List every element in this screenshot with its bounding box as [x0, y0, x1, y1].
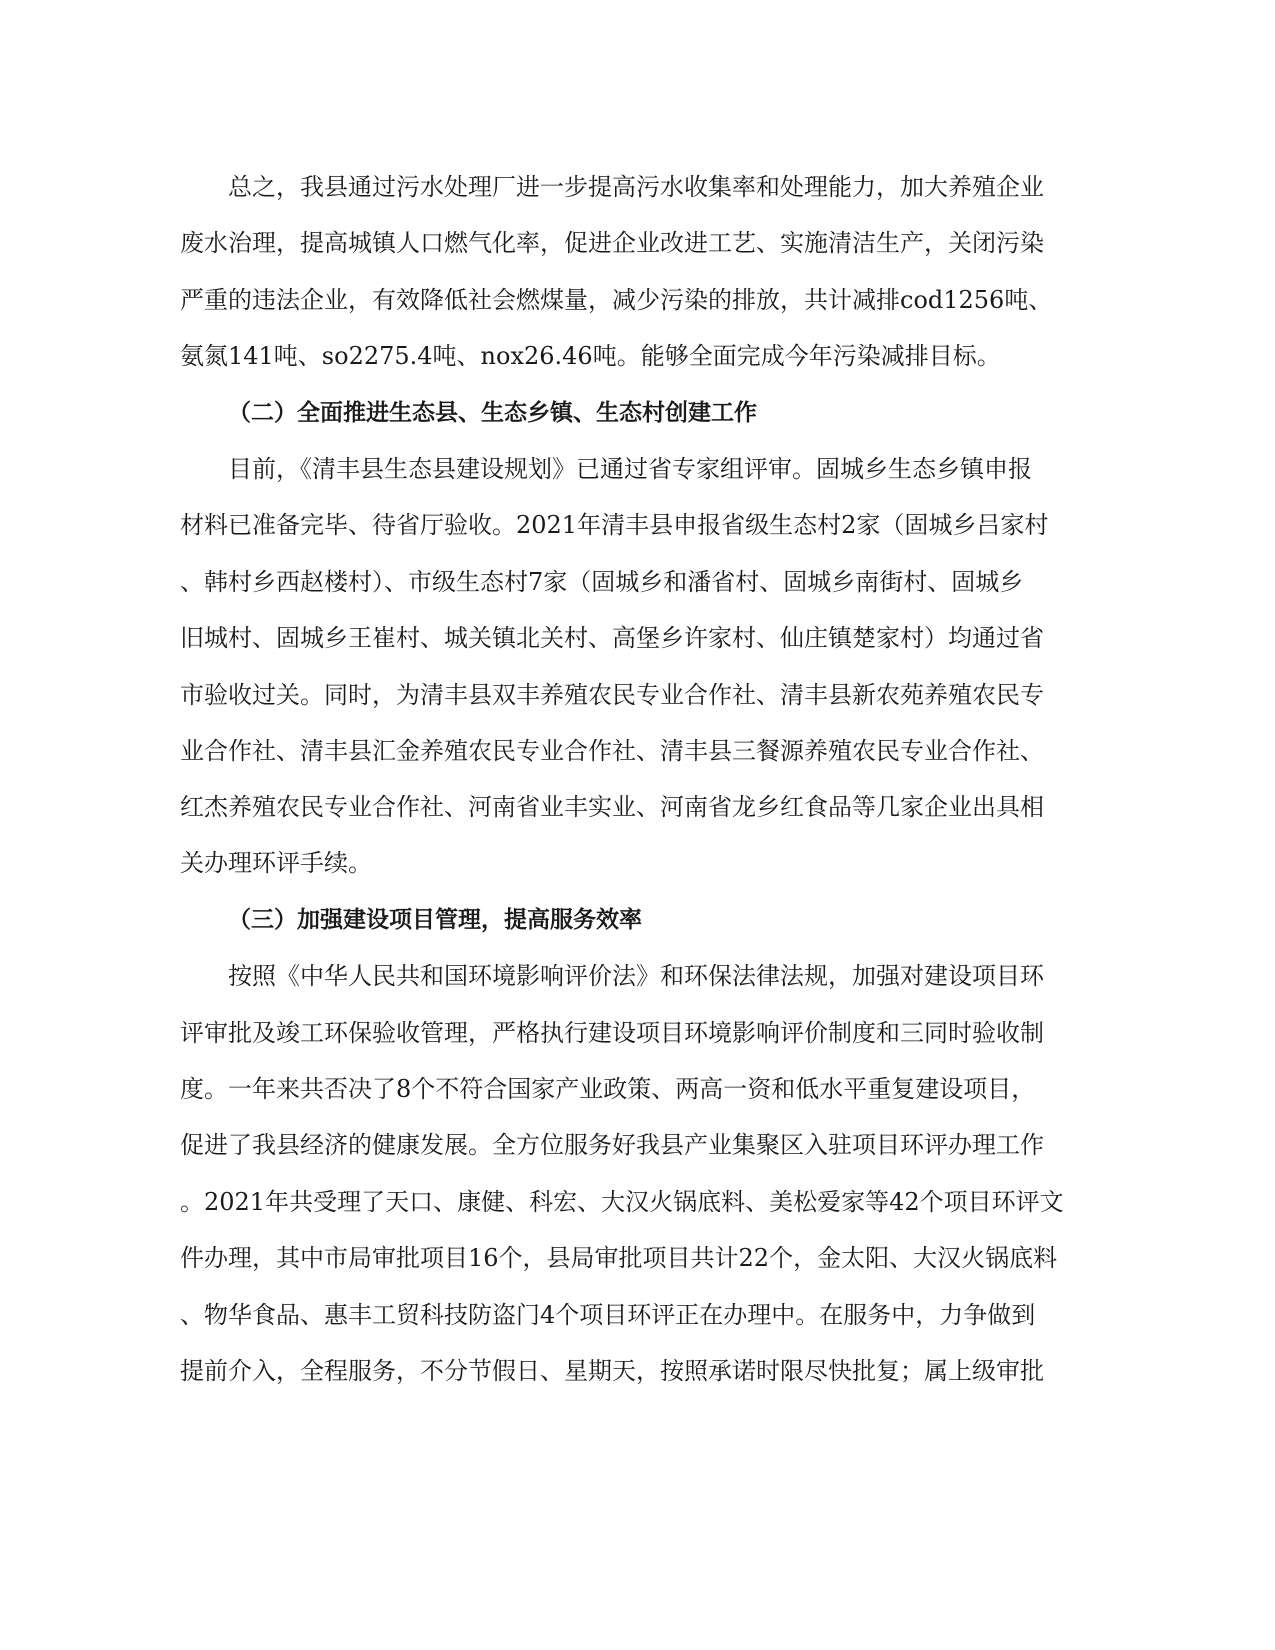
- paragraph-line: 废水治理，提高城镇人口燃气化率，促进企业改进工艺、实施清洁生产，关闭污染: [180, 229, 1044, 257]
- paragraph-line: 红杰养殖农民专业合作社、河南省业丰实业、河南省龙乡红食品等几家企业出具相: [180, 793, 1044, 821]
- paragraph-line: 度。一年来共否决了8个不符合国家产业政策、两高一资和低水平重复建设项目，: [180, 1075, 1036, 1103]
- paragraph-line: 关办理环评手续。: [180, 849, 372, 877]
- paragraph-line: 提前介入，全程服务，不分节假日、星期天，按照承诺时限尽快批复；属上级审批: [180, 1357, 1044, 1385]
- paragraph-line: 旧城村、固城乡王崔村、城关镇北关村、高堡乡许家村、仙庄镇楚家村）均通过省: [180, 624, 1044, 652]
- paragraph-line: 、物华食品、惠丰工贸科技防盗门4个项目环评正在办理中。在服务中，力争做到: [180, 1301, 1036, 1329]
- paragraph-line: 严重的违法企业，有效降低社会燃煤量，减少污染的排放，共计减排cod1256吨、: [180, 286, 1053, 314]
- paragraph-line: 目前，《清丰县生态县建设规划》已通过省专家组评审。固城乡生态乡镇申报: [228, 455, 1032, 483]
- paragraph-line: 。2021年共受理了天口、康健、科宏、大汉火锅底料、美松爱家等42个项目环评文: [180, 1188, 1064, 1216]
- section-heading: （二）全面推进生态县、生态乡镇、生态村创建工作: [228, 400, 757, 426]
- paragraph-line: 市验收过关。同时，为清丰县双丰养殖农民专业合作社、清丰县新农苑养殖农民专: [180, 681, 1044, 709]
- paragraph-line: 按照《中华人民共和国环境影响评价法》和环保法律法规，加强对建设项目环: [228, 962, 1044, 990]
- paragraph-line: 业合作社、清丰县汇金养殖农民专业合作社、清丰县三餐源养殖农民专业合作社、: [180, 737, 1044, 765]
- paragraph-line: 促进了我县经济的健康发展。全方位服务好我县产业集聚区入驻项目环评办理工作: [180, 1131, 1044, 1159]
- paragraph-line: 材料已准备完毕、待省厅验收。2021年清丰县申报省级生态村2家（固城乡吕家村: [180, 511, 1049, 539]
- section-heading: （三）加强建设项目管理，提高服务效率: [228, 907, 642, 933]
- paragraph-line: 总之，我县通过污水处理厂进一步提高污水收集率和处理能力，加大养殖企业: [228, 173, 1044, 201]
- paragraph-line: 氨氮141吨、so2275.4吨、nox26.46吨。能够全面完成今年污染减排目标。: [180, 342, 1001, 370]
- paragraph-line: 、韩村乡西赵楼村）、市级生态村7家（固城乡和潘省村、固城乡南街村、固城乡: [180, 568, 1024, 596]
- paragraph-line: 件办理，其中市局审批项目16个，县局审批项目共计22个，金太阳、大汉火锅底料: [180, 1244, 1058, 1272]
- paragraph-line: 评审批及竣工环保验收管理，严格执行建设项目环境影响评价制度和三同时验收制: [180, 1019, 1044, 1047]
